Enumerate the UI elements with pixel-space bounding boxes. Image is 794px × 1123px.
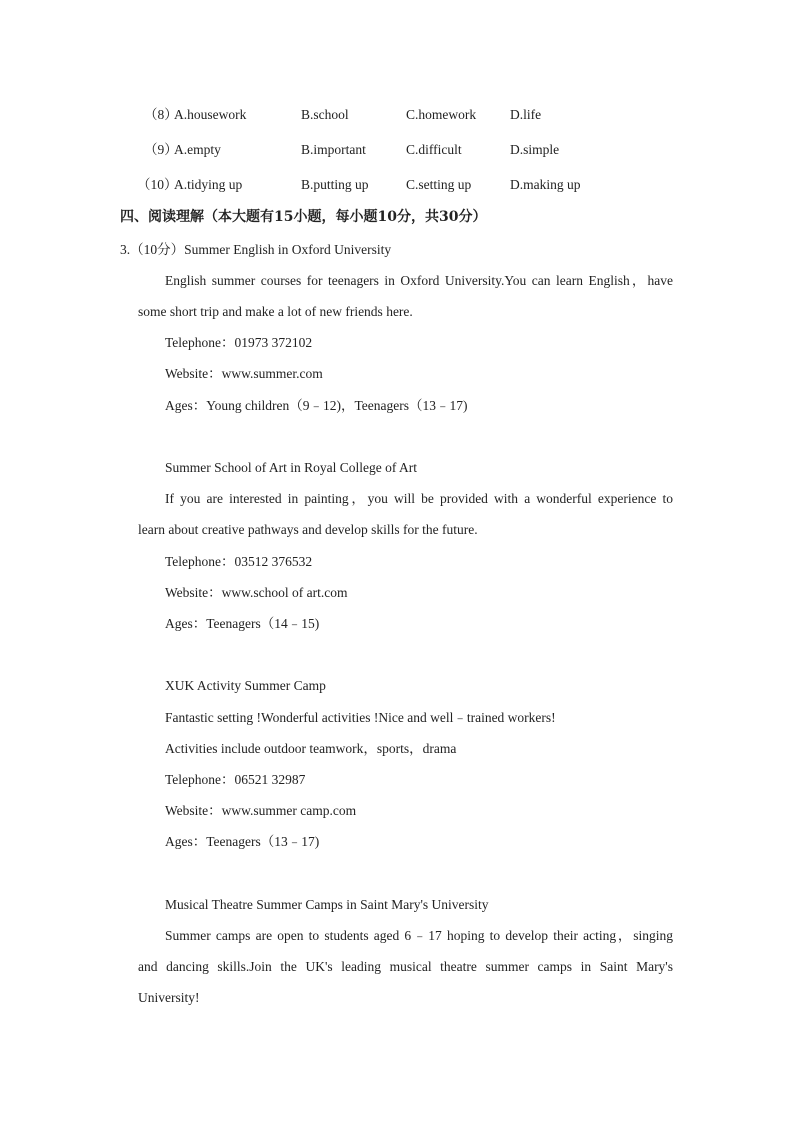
option-number: （8）	[144, 107, 178, 122]
ad-intro-line: learn about creative pathways and develop skills for the future.	[138, 522, 478, 537]
option-number: （9）	[144, 142, 178, 157]
option-number: （10）	[137, 177, 178, 192]
ad-intro-line: Summer camps are open to students aged 6﹣17 hoping to develop their acting，singing	[165, 928, 673, 943]
option-b: B.school	[301, 107, 349, 122]
question-number: 3.（10分）	[120, 242, 185, 257]
ad-intro-line: If you are interested in painting，you will be provided with a wonderful experience to	[165, 491, 673, 506]
option-d: D.life	[510, 107, 542, 122]
ad-title: Summer School of Art in Royal College of Art	[165, 460, 417, 475]
ad-telephone: Telephone：03512 376532	[165, 554, 313, 569]
option-b: B.putting up	[301, 177, 369, 192]
ad-website: Website：www.school of art.com	[165, 585, 348, 600]
ad-website: Website：www.summer.com	[165, 366, 323, 381]
ad-intro-line: and dancing skills.Join the UK's leading musical theatre summer camps in Saint Mary's	[138, 959, 673, 974]
ad-line: Activities include outdoor teamwork，sports，drama	[165, 741, 457, 756]
option-d: D.making up	[510, 177, 581, 192]
ad-ages: Ages：Teenagers（13﹣17)	[165, 834, 320, 849]
option-d: D.simple	[510, 142, 560, 157]
ad-title: XUK Activity Summer Camp	[165, 678, 326, 693]
ad-ages: Ages：Young children（9﹣12)，Teenagers（13﹣17)	[165, 398, 468, 413]
option-a: A.empty	[174, 142, 221, 157]
ad-intro-line: University!	[138, 990, 200, 1005]
question-title: Summer English in Oxford University	[184, 242, 392, 257]
option-c: C.setting up	[406, 177, 472, 192]
option-a: A.housework	[174, 107, 247, 122]
option-b: B.important	[301, 142, 366, 157]
ad-website: Website：www.summer camp.com	[165, 803, 357, 818]
option-a: A.tidying up	[174, 177, 243, 192]
ad-intro-line: some short trip and make a lot of new friends here.	[138, 304, 413, 319]
ad-intro-line: English summer courses for teenagers in Oxford University.You can learn English，have	[165, 273, 673, 288]
option-c: C.homework	[406, 107, 477, 122]
ad-line: Fantastic setting !Wonderful activities !Nice and well﹣trained workers!	[165, 710, 556, 725]
section-heading: 四、阅读理解（本大题有15小题，每小题10分，共30分）	[120, 209, 487, 225]
ad-telephone: Telephone：06521 32987	[165, 772, 306, 787]
ad-title: Musical Theatre Summer Camps in Saint Mary's University	[165, 897, 489, 912]
ad-ages: Ages：Teenagers（14﹣15)	[165, 616, 320, 631]
ad-telephone: Telephone：01973 372102	[165, 335, 313, 350]
option-c: C.difficult	[406, 142, 462, 157]
question-header	[120, 241, 391, 259]
